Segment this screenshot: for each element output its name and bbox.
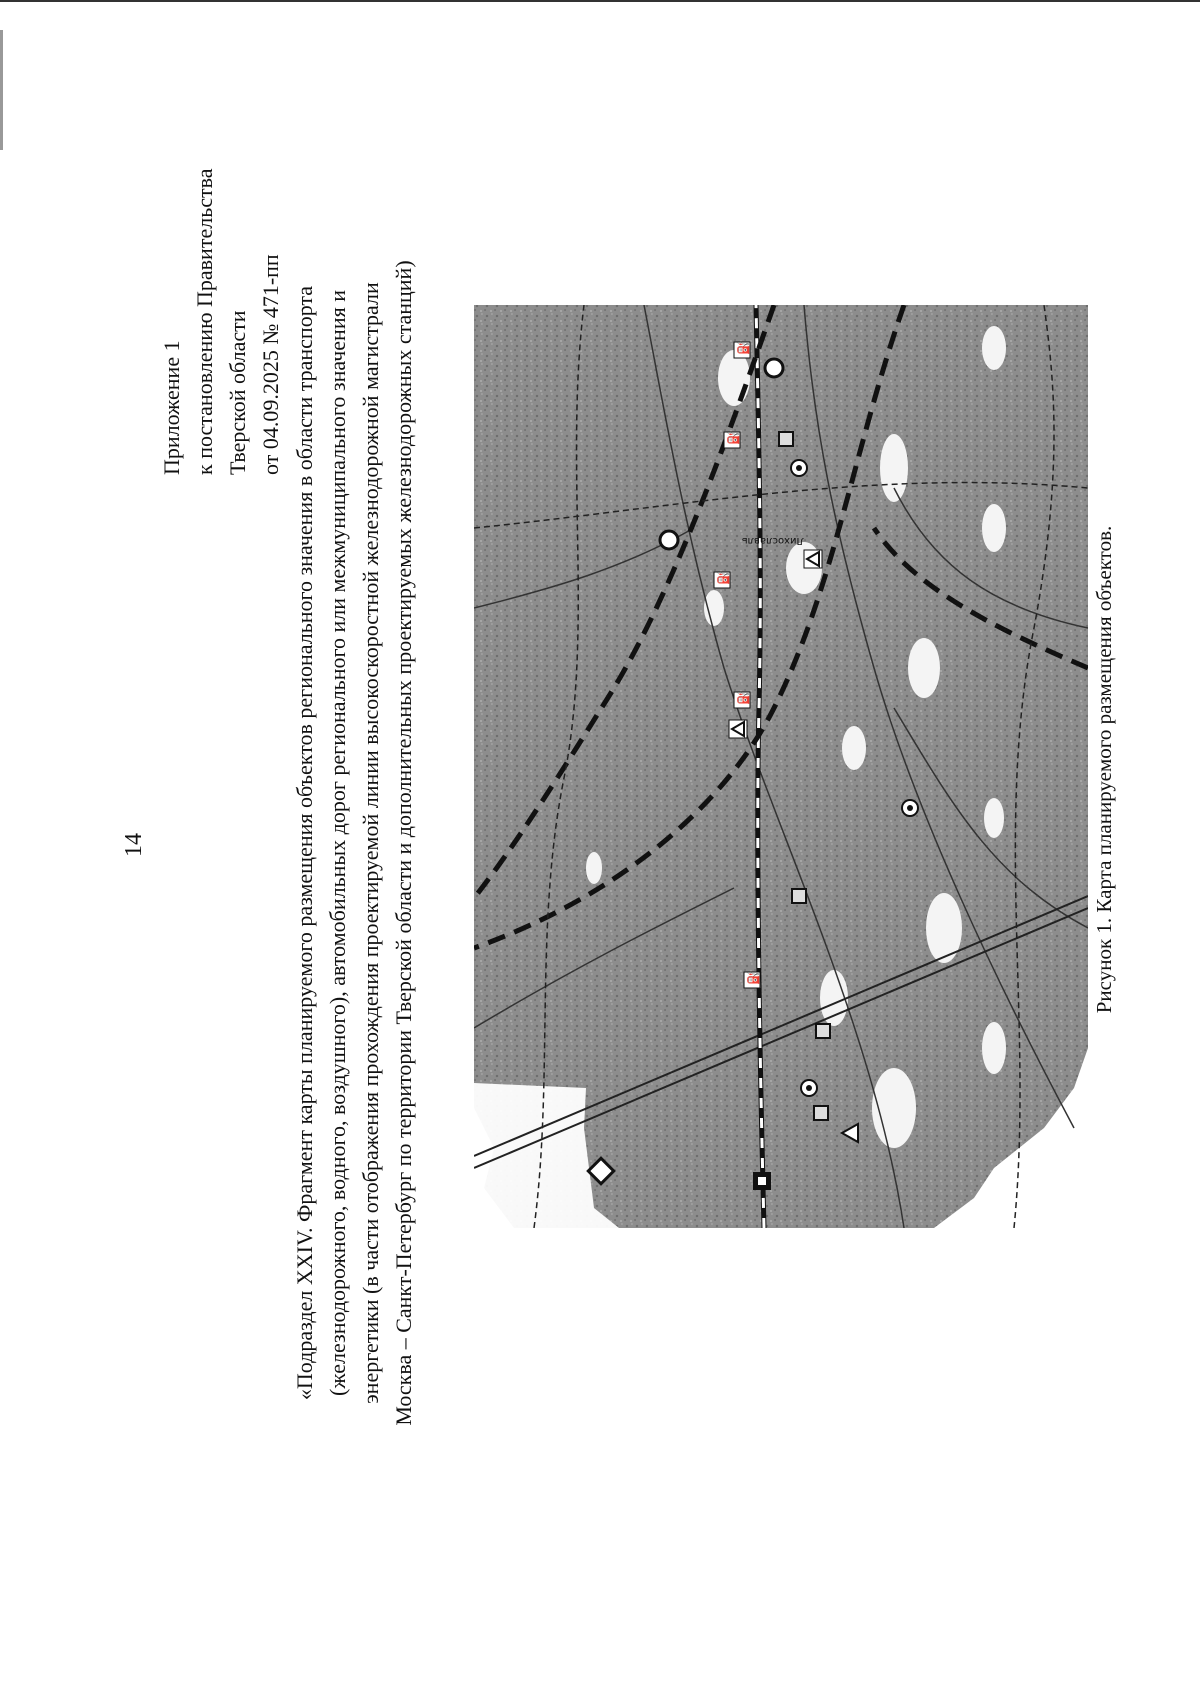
fuel-station-icon	[734, 341, 750, 358]
square-icon	[814, 1106, 828, 1120]
circle-icon	[660, 531, 678, 549]
svg-text:⛽: ⛽	[727, 431, 740, 445]
subtitle-line: Москва – Санкт-Петербург по территории Тверской области и дополнительных проектируемых железнодорожных станций)	[391, 260, 416, 1426]
fuel-station-icon	[714, 571, 730, 588]
target-icon	[791, 460, 807, 476]
triangle-icon	[804, 550, 822, 568]
target-icon	[801, 1080, 817, 1096]
subtitle-line: «Подраздел XXIV. Фрагмент карты планируемого размещения объектов регионального значения в области транспорта	[292, 285, 317, 1401]
svg-text:⛽: ⛽	[737, 341, 750, 355]
subtitle-line: энергетики (в части отображения прохождения проектируемой линии высокоскоростной железнодорожной магистрали	[358, 282, 383, 1404]
page-number: 14	[121, 833, 147, 857]
square-station-icon	[753, 1172, 771, 1190]
target-icon	[902, 800, 918, 816]
appendix-line: к постановлению Правительства	[192, 168, 217, 475]
map-svg	[474, 305, 1088, 1228]
appendix-line: от 04.09.2025 № 471-пп	[258, 254, 283, 475]
svg-text:⛽: ⛽	[747, 971, 760, 985]
square-icon	[816, 1024, 830, 1038]
map-place-label: Лихославль	[741, 535, 804, 546]
appendix-line: Тверской области	[225, 310, 250, 475]
circle-icon	[765, 359, 783, 377]
svg-text:⛽: ⛽	[737, 691, 750, 705]
triangle-icon	[729, 720, 747, 738]
fuel-station-icon	[724, 431, 740, 448]
fuel-station-icon	[734, 691, 750, 708]
subtitle-line: (железнодорожного, водного, воздушного), автомобильных дорог регионального или межмуниципального значения и	[325, 290, 350, 1396]
map-figure	[474, 305, 1088, 1228]
svg-text:⛽: ⛽	[717, 571, 730, 585]
appendix-header	[155, 169, 287, 475]
section-subtitle	[288, 193, 420, 1493]
square-icon	[792, 889, 806, 903]
figure-caption: Рисунок 1. Карта планируемого размещения объектов.	[1092, 525, 1116, 1014]
square-icon	[779, 432, 793, 446]
appendix-line: Приложение 1	[159, 340, 184, 475]
fuel-station-icon	[744, 971, 760, 988]
